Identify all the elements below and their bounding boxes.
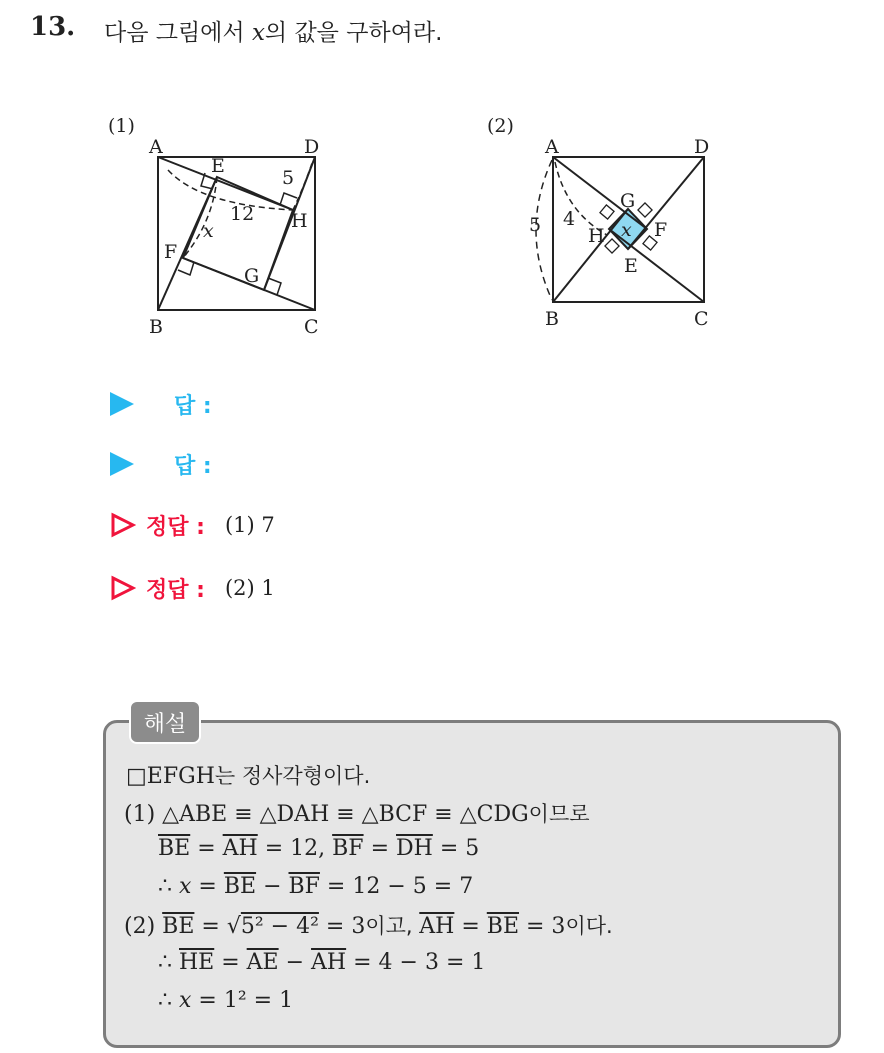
correct-answer-row-2 <box>110 573 275 603</box>
fig1-unknown-x: x <box>203 220 214 242</box>
fig1-point-f: F <box>164 241 178 263</box>
correct-answer-label: 정답 : <box>146 514 205 540</box>
fig2-point-c: C <box>694 308 709 330</box>
solution-line-7: ∴ x = 1² = 1 <box>158 988 294 1013</box>
figure-2 <box>0 0 884 360</box>
fig2-point-a: A <box>545 136 559 158</box>
figure-2-label: (2) <box>487 115 514 137</box>
fig2-unknown-x: x <box>621 219 632 241</box>
answer-label: 답 : <box>174 453 212 479</box>
fig2-point-e: E <box>624 255 638 277</box>
play-icon <box>110 452 134 476</box>
fig1-point-a: A <box>149 136 163 158</box>
fig1-point-d: D <box>304 136 320 158</box>
fig1-point-h: H <box>291 210 308 232</box>
solution-line-5: (2) $\overline{BE} = √5^2 - 4^2 = 3$이고, $\overline{AH} = \overline{BE} = 3$이다. <box>124 914 613 939</box>
solution-line-2: (1) △ABE ≡ △DAH ≡ △BCF ≡ △CDG이므로 <box>124 802 590 827</box>
correct-answer-row-1 <box>110 510 275 540</box>
solution-line-4: ∴ $x = \overline{BE} - \overline{BF} = 12 - 5 = 7$ <box>158 874 474 899</box>
question-number: 13. <box>30 12 76 42</box>
fig1-point-g: G <box>244 265 260 287</box>
fig2-point-g: G <box>620 190 636 212</box>
figure-1-label: (1) <box>108 115 135 137</box>
play-outline-icon <box>110 575 136 601</box>
correct-answer-value: (1) 7 <box>224 513 275 537</box>
fig1-length-5: 5 <box>282 167 295 189</box>
fig2-point-b: B <box>545 308 559 330</box>
solution-tag: 해설 <box>129 700 201 744</box>
answer-row-1 <box>110 389 232 419</box>
fig2-point-f: F <box>654 219 668 241</box>
fig2-length-5: 5 <box>529 214 542 236</box>
answer-label: 답 : <box>174 393 212 419</box>
correct-answer-value: (2) 1 <box>224 576 275 600</box>
play-outline-icon <box>110 512 136 538</box>
correct-answer-label: 정답 : <box>146 577 205 603</box>
fig2-length-4: 4 <box>563 208 576 230</box>
fig1-point-c: C <box>304 316 319 338</box>
fig1-point-b: B <box>149 316 163 338</box>
answer-row-2 <box>110 449 232 479</box>
solution-line-6: ∴ $\overline{HE} = \overline{AE} - \overline{AH} = 4 - 3 = 1$ <box>158 950 486 975</box>
fig1-point-e: E <box>211 155 225 177</box>
play-icon <box>110 392 134 416</box>
solution-line-3: $\overline{BE} = \overline{AH} = 12$, $\overline{BF} = \overline{DH} = 5$ <box>158 836 480 861</box>
fig2-point-d: D <box>694 136 710 158</box>
fig1-length-12: 12 <box>230 203 255 225</box>
solution-line-1: □EFGH는 정사각형이다. <box>126 764 371 789</box>
question-text: 다음 그림에서 x의 값을 구하여라. <box>104 20 443 46</box>
fig2-point-h: H <box>588 225 605 247</box>
